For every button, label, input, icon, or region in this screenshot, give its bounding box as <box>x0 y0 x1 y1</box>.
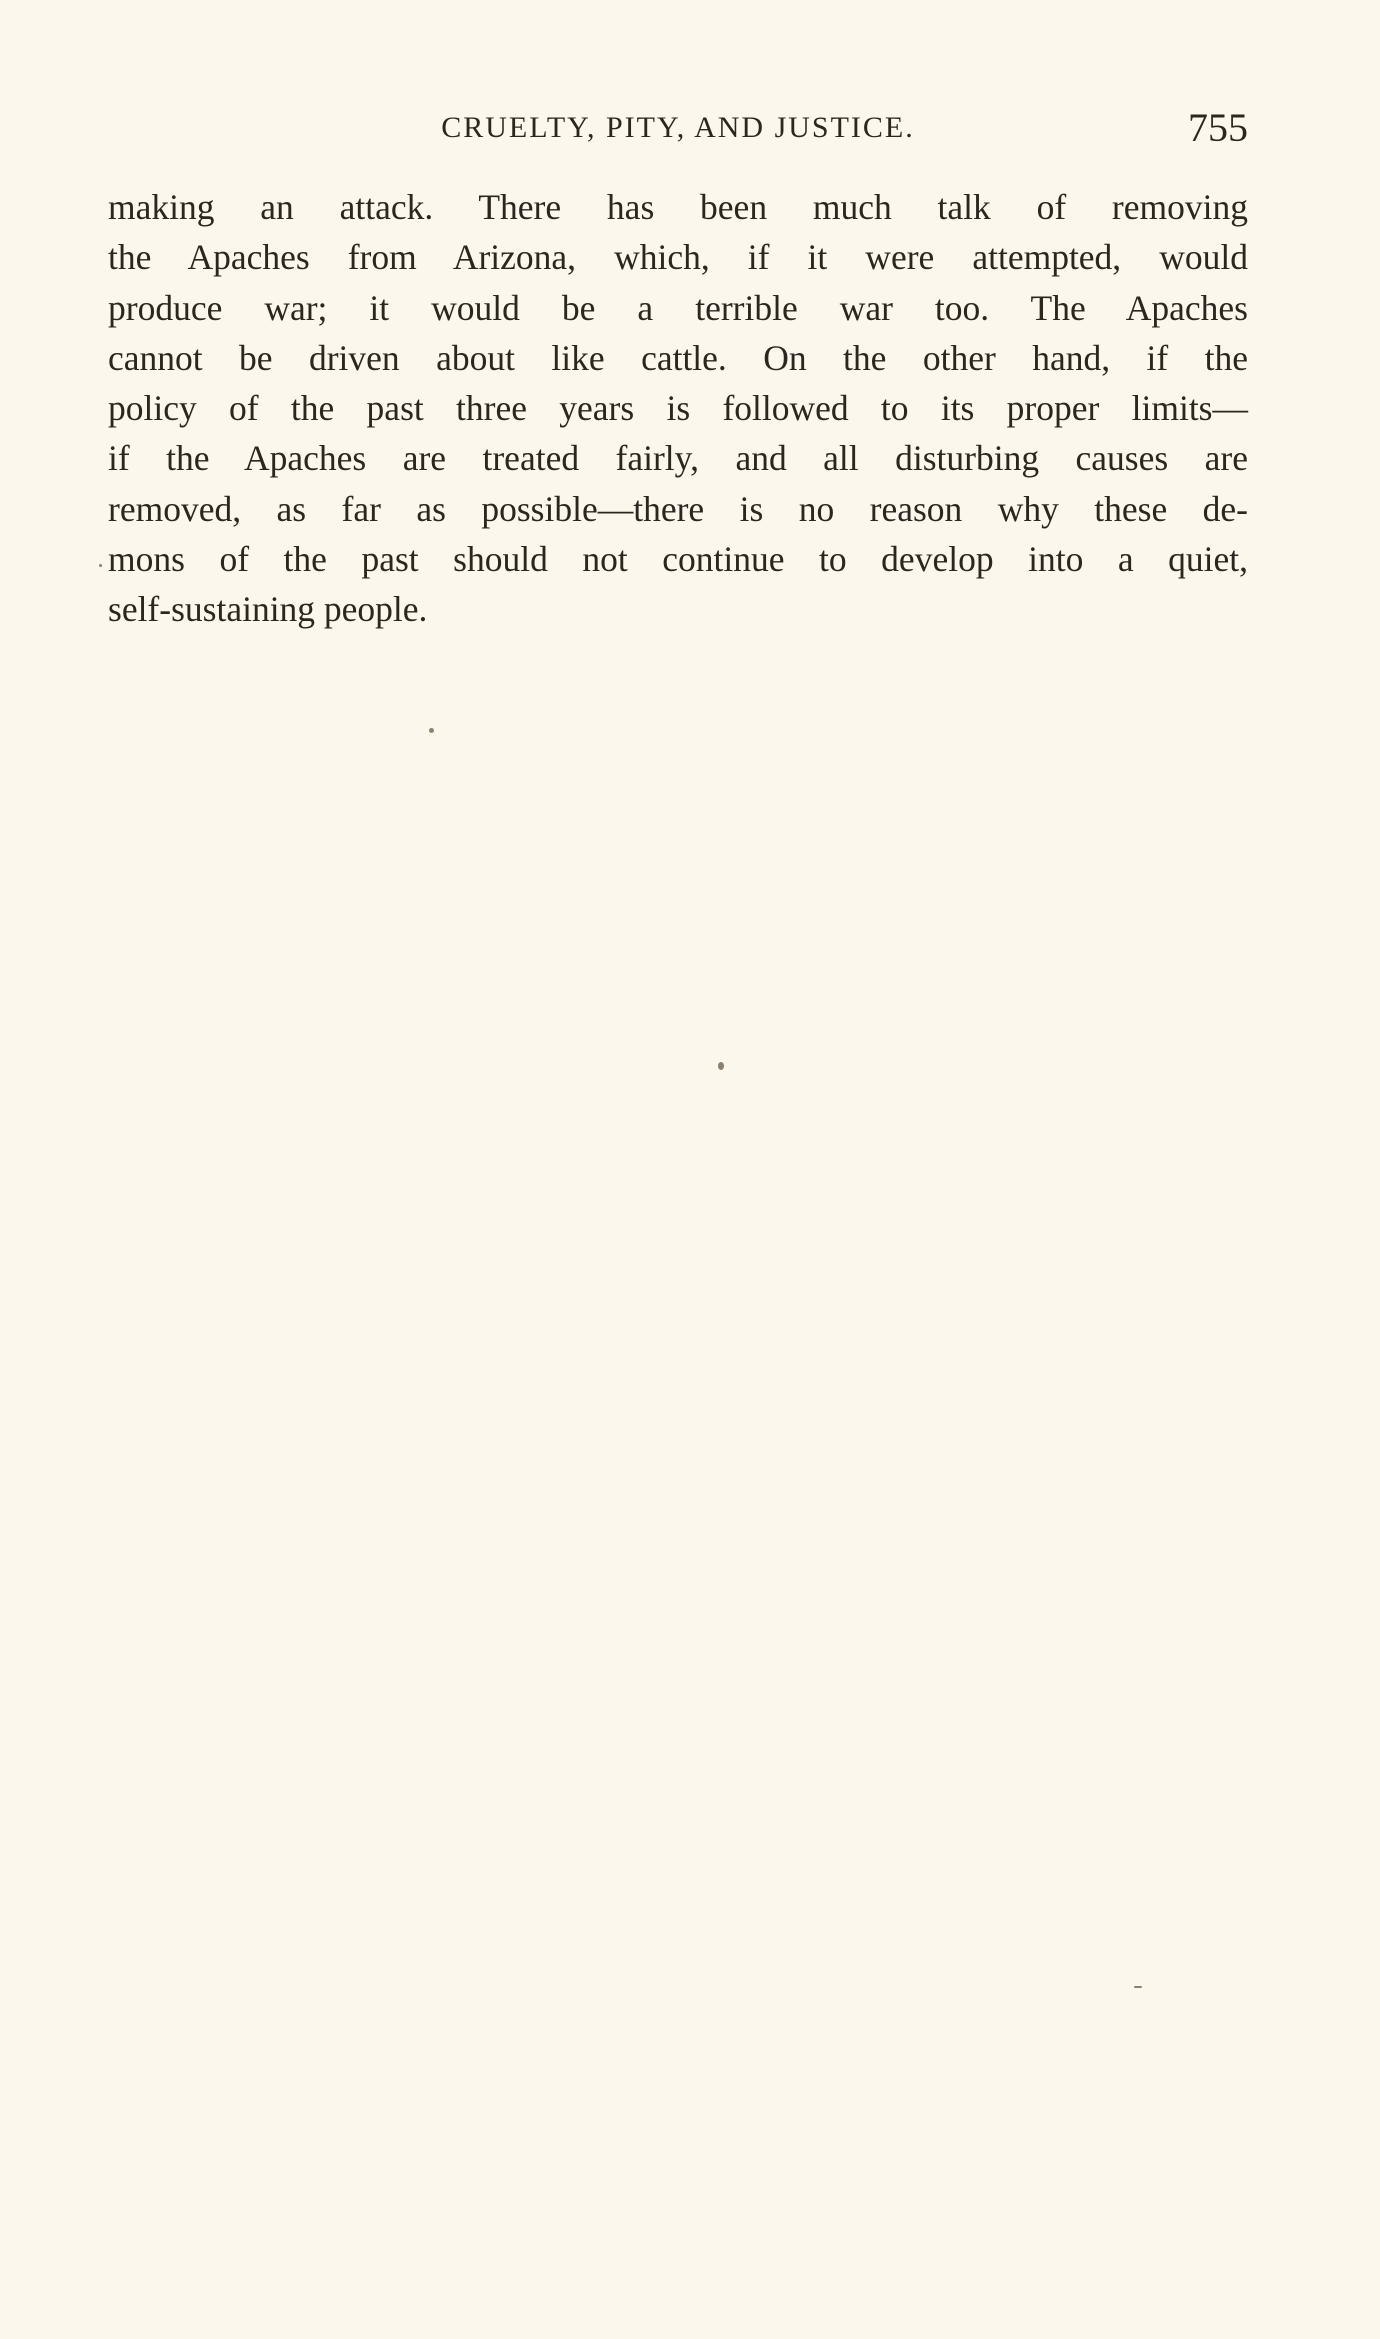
text-line: self-sustaining people. <box>108 589 428 630</box>
paper-speck <box>429 728 434 733</box>
text-line: mons of the past should not continue to develop into a quiet, <box>108 539 1248 580</box>
text-line: cannot be driven about like cattle. On the other hand, if the <box>108 337 1248 378</box>
text-line: the Apaches from Arizona, which, if it were attempted, would <box>108 237 1248 278</box>
page-number: 755 <box>1188 105 1248 150</box>
paper-speck <box>99 564 102 567</box>
paper-speck <box>718 1062 724 1070</box>
text-line: if the Apaches are treated fairly, and all disturbing causes are <box>108 438 1248 479</box>
text-line: produce war; it would be a terrible war too. The Apaches <box>108 287 1248 328</box>
running-title: CRUELTY, PITY, AND JUSTICE. <box>441 111 915 144</box>
body-paragraph <box>108 182 1248 635</box>
paper-speck <box>1134 1986 1142 1988</box>
running-head <box>108 105 1248 160</box>
text-line: policy of the past three years is followed to its proper limits— <box>108 388 1248 429</box>
text-line: making an attack. There has been much talk of removing <box>108 187 1248 227</box>
text-line: removed, as far as possible—there is no reason why these de- <box>108 488 1248 529</box>
